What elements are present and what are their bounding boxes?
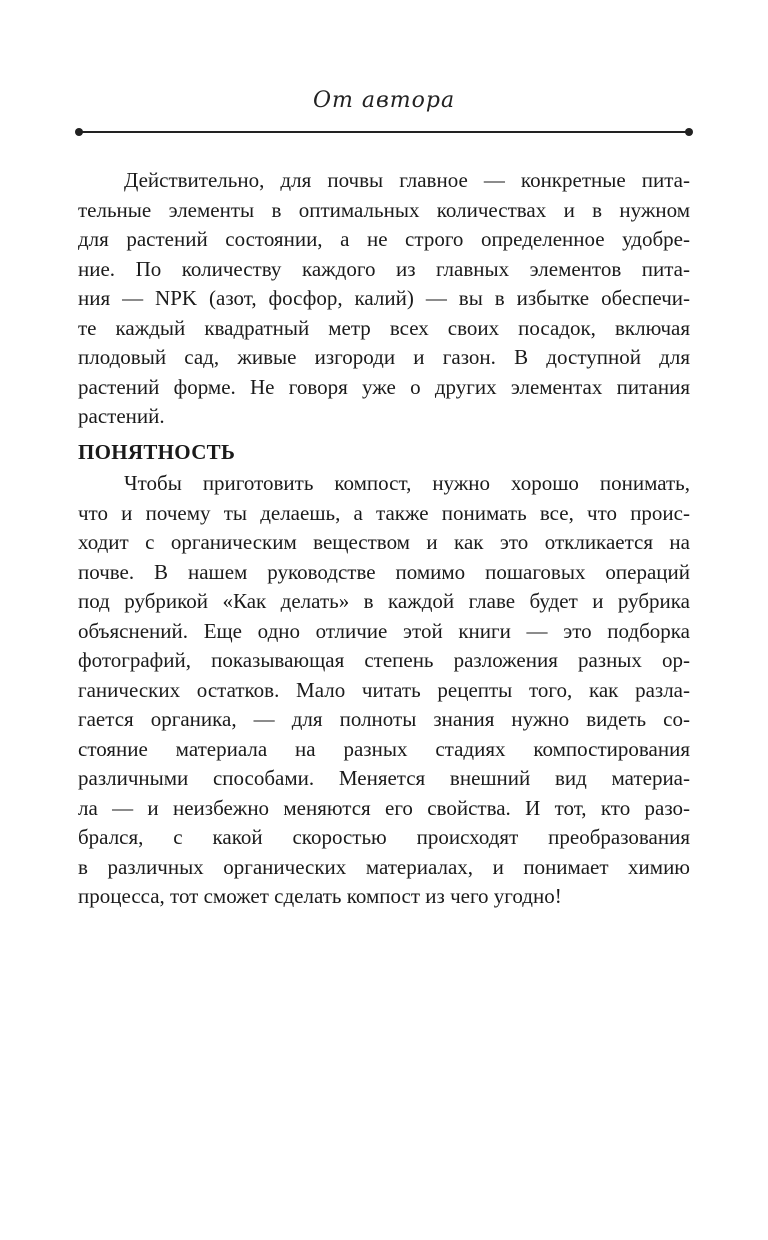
paragraph-line: объяснений. Еще одно отличие этой книги — это подборка	[78, 618, 690, 643]
paragraph-line: плодовый сад, живые изгороди и газон. В доступной для	[78, 345, 690, 369]
running-head-title: От автора	[312, 88, 456, 113]
paragraph-line: брался, с какой скоростью происходят преобразования	[78, 825, 690, 849]
paragraph-line: те каждый квадратный метр всех своих посадок, включая	[78, 315, 690, 340]
section-heading: ПОНЯТНОСТЬ	[78, 440, 236, 464]
paragraph-line: для растений состоянии, а не строго определенное удобре-	[78, 227, 690, 251]
paragraph-line: ния — NPK (азот, фосфор, калий) — вы в избытке обеспечи-	[78, 286, 690, 310]
paragraph-line: фотографий, показывающая степень разложения разных ор-	[78, 648, 690, 672]
paragraph-line: почве. В нашем руководстве помимо пошаговых операций	[78, 559, 690, 584]
paragraph-line: ние. По количеству каждого из главных элементов пита-	[78, 256, 690, 281]
paragraph-line: Чтобы приготовить компост, нужно хорошо понимать,	[124, 471, 690, 495]
paragraph-line: тельные элементы в оптимальных количествах и в нужном	[78, 197, 690, 222]
paragraph-line: процесса, тот сможет сделать компост из чего угодно!	[78, 884, 562, 908]
paragraph-line: различными способами. Меняется внешний вид материа-	[78, 766, 690, 790]
paragraph-1	[78, 166, 690, 432]
paragraph-line: стояние материала на разных стадиях компостирования	[78, 736, 690, 761]
paragraph-line: что и почему ты делаешь, а также понимать все, что проис-	[78, 500, 690, 525]
paragraph-line: под рубрикой «Как делать» в каждой главе будет и рубрика	[78, 589, 690, 613]
paragraph-line: ходит с органическим веществом и как это откликается на	[78, 530, 690, 554]
paragraph-line: Действительно, для почвы главное — конкретные пита-	[124, 168, 690, 192]
rule-dot-right	[685, 128, 693, 136]
paragraph-line: в различных органических материалах, и понимает химию	[78, 854, 690, 879]
rule-dot-left	[75, 128, 83, 136]
paragraph-line: гается органика, — для полноты знания нужно видеть со-	[78, 707, 690, 731]
paragraph-line: растений.	[78, 404, 165, 428]
paragraph-line: ла — и неизбежно меняются его свойства. И тот, кто разо-	[78, 795, 690, 820]
paragraph-2	[78, 469, 690, 912]
header-rule	[78, 131, 690, 133]
paragraph-line: ганических остатков. Мало читать рецепты того, как разла-	[78, 677, 690, 702]
paragraph-line: растений форме. Не говоря уже о других элементах питания	[78, 374, 690, 399]
